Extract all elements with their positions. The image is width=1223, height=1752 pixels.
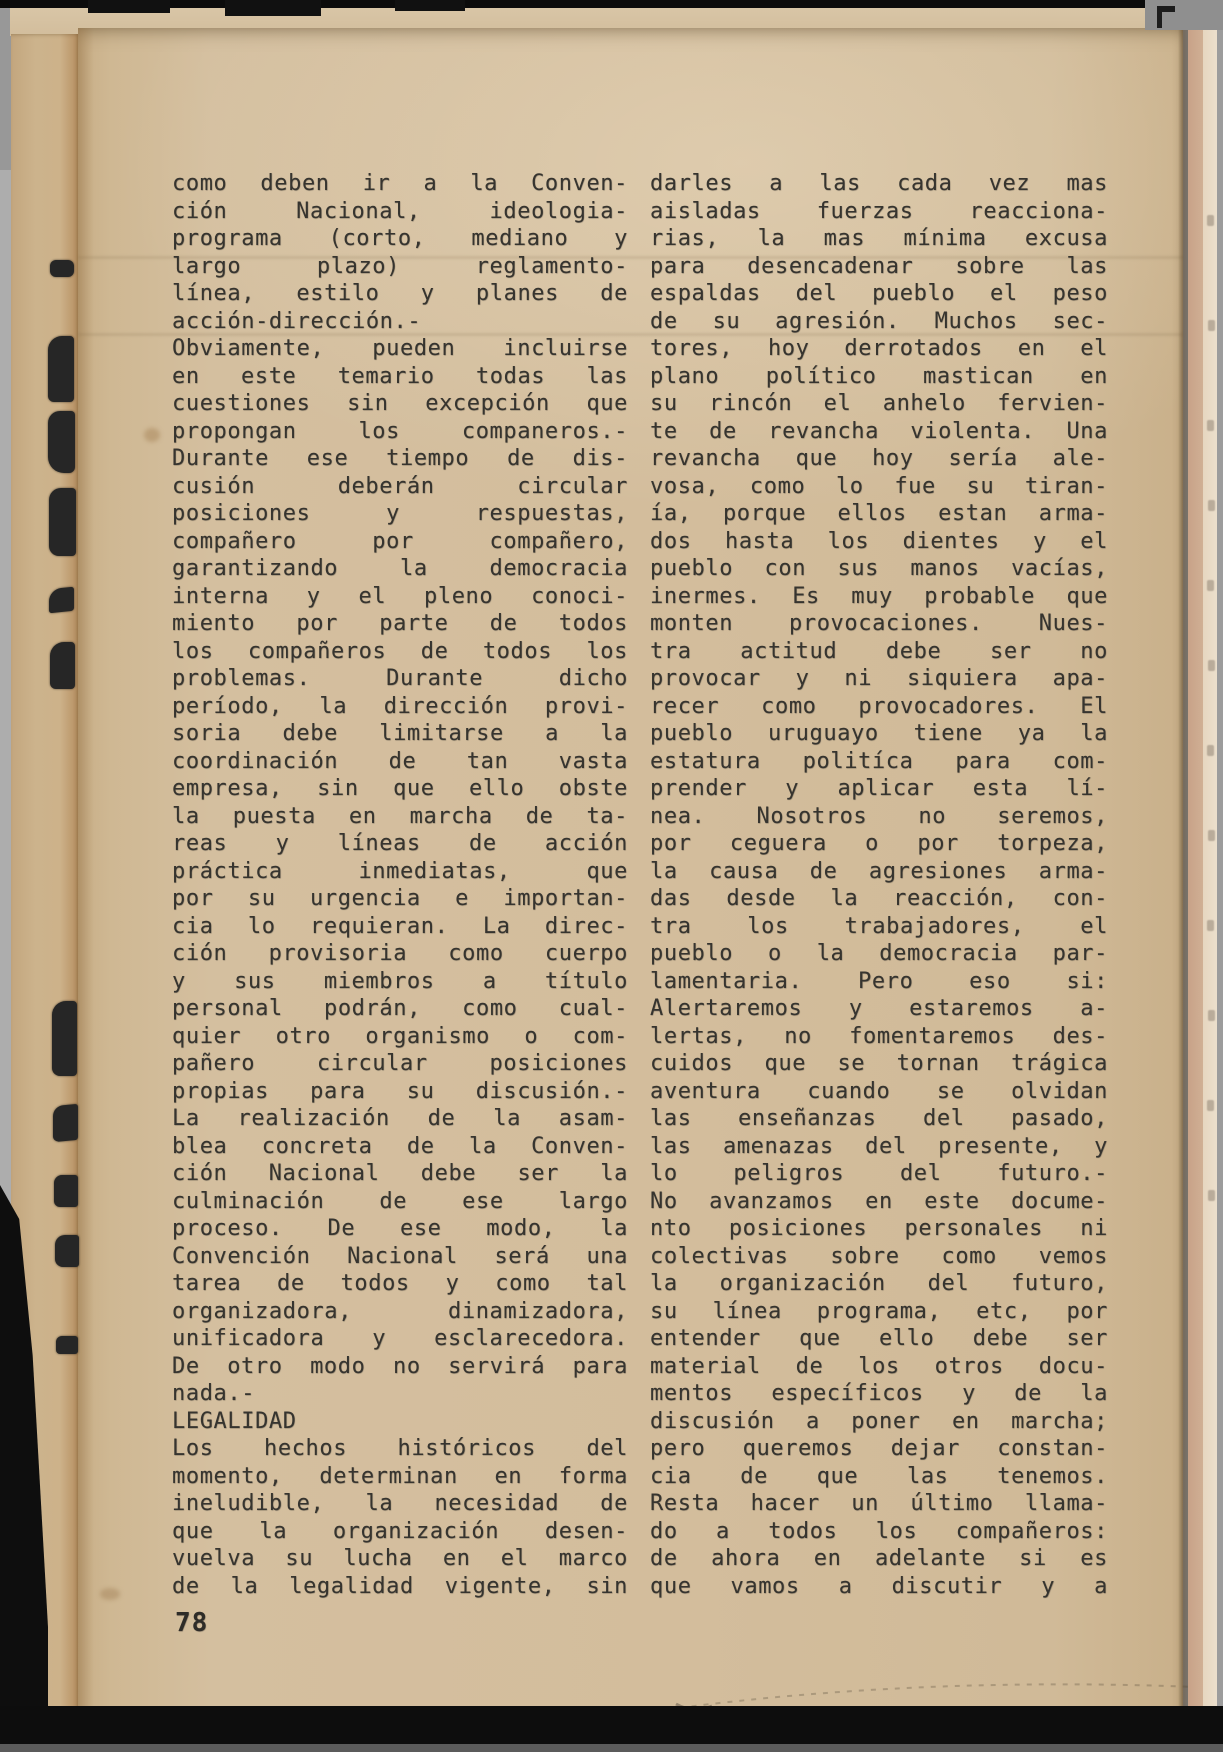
- text-line: y sus miembros a título: [172, 968, 628, 994]
- text-column-right: [650, 170, 1108, 1600]
- text-line: pueblo o la democracia par-: [650, 941, 1108, 966]
- text-line: do a todos los compañeros:: [650, 1518, 1108, 1544]
- text-line: coordinación de tan vasta: [172, 748, 628, 774]
- text-line: inermes. Es muy probable que: [650, 583, 1108, 609]
- scan-bottom-bar: [0, 1706, 1223, 1744]
- text-line: práctica inmediatas, que: [172, 858, 628, 884]
- text-line: blea concreta de la Conven-: [172, 1133, 628, 1159]
- ghost-text-mark: [1208, 320, 1215, 331]
- text-line: por ceguera o por torpeza,: [650, 831, 1108, 856]
- text-line: revancha que hoy sería ale-: [650, 446, 1108, 471]
- text-line: organizadora, dinamizadora,: [172, 1298, 628, 1324]
- ink-mark: [49, 488, 76, 556]
- text-line: mentos específicos y de la: [650, 1381, 1108, 1406]
- text-line: nea. Nosotros no seremos,: [650, 803, 1108, 829]
- scan-top-bar: [0, 0, 1150, 8]
- text-line: las enseñanzas del pasado,: [650, 1106, 1108, 1131]
- text-line: soria debe limitarse a la: [172, 721, 628, 746]
- text-line: recer como provocadores. El: [650, 693, 1108, 719]
- text-line: pueblo con sus manos vacías,: [650, 556, 1108, 581]
- text-line: Durante ese tiempo de dis-: [172, 446, 628, 471]
- text-line: compañero por compañero,: [172, 528, 628, 554]
- text-line: garantizando la democracia: [172, 556, 628, 581]
- text-line: en este temario todas las: [172, 363, 628, 389]
- text-line: problemas. Durante dicho: [172, 666, 628, 691]
- ink-mark: [55, 1235, 79, 1267]
- text-line: lo peligros del futuro.-: [650, 1161, 1108, 1186]
- ghost-text-mark: [1207, 215, 1214, 226]
- text-line: cuestiones sin excepción que: [172, 391, 628, 416]
- text-line: de la legalidad vigente, sin: [172, 1573, 628, 1599]
- text-line: que vamos a discutir y a: [650, 1573, 1108, 1599]
- next-page-edge-light: [1203, 0, 1218, 1710]
- page-right-crease: [1178, 30, 1188, 1710]
- text-line: como deben ir a la Conven-: [172, 171, 628, 196]
- text-line: De otro modo no servirá para: [172, 1353, 628, 1379]
- text-line: Resta hacer un último llama-: [650, 1491, 1108, 1516]
- ghost-text-mark: [1208, 1010, 1215, 1021]
- text-line: período, la dirección provi-: [172, 693, 628, 719]
- text-line: material de los otros docu-: [650, 1353, 1108, 1379]
- text-line: rias, la mas mínima excusa: [650, 226, 1108, 251]
- text-line: pueblo uruguayo tiene ya la: [650, 721, 1108, 746]
- text-column-left: [172, 170, 628, 1600]
- text-line: aventura cuando se olvidan: [650, 1078, 1108, 1104]
- corner-mark: [1157, 6, 1162, 28]
- text-line: entender que ello debe ser: [650, 1326, 1108, 1351]
- text-line: cia lo requieran. La direc-: [172, 913, 628, 939]
- text-line: programa (corto, mediano y: [172, 226, 628, 251]
- text-line: prender y aplicar esta lí-: [650, 776, 1108, 801]
- text-line: monten provocaciones. Nues-: [650, 611, 1108, 636]
- ghost-text-mark: [1207, 745, 1214, 756]
- paper-stain: [144, 428, 160, 442]
- text-line: estatura politíca para com-: [650, 748, 1108, 774]
- text-line: discusión a poner en marcha;: [650, 1408, 1108, 1434]
- text-line: propias para su discusión.-: [172, 1078, 628, 1104]
- ghost-text-mark: [1208, 1190, 1215, 1201]
- text-line: de ahora en adelante si es: [650, 1546, 1108, 1571]
- text-line: lertas, no fomentaremos des-: [650, 1023, 1108, 1049]
- text-line: las amenazas del presente, y: [650, 1133, 1108, 1159]
- text-line: cia de que las tenemos.: [650, 1463, 1108, 1489]
- text-line: unificadora y esclarecedora.: [172, 1326, 628, 1351]
- text-line: cusión deberán circular: [172, 473, 628, 499]
- text-line: largo plazo) reglamento-: [172, 253, 628, 279]
- text-line: nto posiciones personales ni: [650, 1216, 1108, 1241]
- text-line: reas y líneas de acción: [172, 831, 628, 856]
- text-line: la organización del futuro,: [650, 1271, 1108, 1296]
- ink-mark: [48, 336, 74, 402]
- text-line: dos hasta los dientes y el: [650, 528, 1108, 554]
- text-line: tores, hoy derrotados en el: [650, 336, 1108, 361]
- text-line: espaldas del pueblo el peso: [650, 281, 1108, 306]
- text-line: ción Nacional debe ser la: [172, 1161, 628, 1186]
- text-line: ción Nacional, ideologia-: [172, 198, 628, 224]
- text-line: su línea programa, etc, por: [650, 1298, 1108, 1324]
- ghost-text-mark: [1208, 660, 1215, 671]
- ink-mark: [50, 642, 75, 689]
- text-line: acción-dirección.-: [172, 308, 422, 334]
- page-number: 78: [175, 1608, 209, 1638]
- text-line: de su agresión. Muchos sec-: [650, 308, 1108, 334]
- text-line: posiciones y respuestas,: [172, 501, 628, 526]
- page-left-crease-shadow: [78, 28, 94, 1714]
- text-line: das desde la reacción, con-: [650, 886, 1108, 911]
- text-line: ción provisoria como cuerpo: [172, 941, 628, 966]
- paper-stain: [100, 1588, 120, 1600]
- text-line: empresa, sin que ello obste: [172, 776, 628, 801]
- text-line: Convención Nacional será una: [172, 1243, 628, 1269]
- text-line: su rincón el anhelo fervien-: [650, 391, 1108, 416]
- text-line: colectivas sobre como vemos: [650, 1243, 1108, 1269]
- text-line: por su urgencia e importan-: [172, 886, 628, 911]
- text-line: la puesta en marcha de ta-: [172, 803, 628, 829]
- text-line: nada.-: [172, 1381, 256, 1406]
- text-line: darles a las cada vez mas: [650, 171, 1108, 196]
- text-line: tra actitud debe ser no: [650, 638, 1108, 664]
- text-line: proceso. De ese modo, la: [172, 1216, 628, 1241]
- text-line: vuelva su lucha en el marco: [172, 1546, 628, 1571]
- text-line: la causa de agresiones arma-: [650, 858, 1108, 884]
- scan-top-bar-segment: [225, 0, 321, 16]
- text-line: Alertaremos y estaremos a-: [650, 996, 1108, 1021]
- page: [78, 28, 1183, 1714]
- text-line: plano político mastican en: [650, 363, 1108, 389]
- ink-mark: [50, 260, 74, 277]
- text-line: pero queremos dejar constan-: [650, 1436, 1108, 1461]
- text-line: los compañeros de todos los: [172, 638, 628, 664]
- text-line: momento, determinan en forma: [172, 1463, 628, 1489]
- text-line: propongan los companeros.-: [172, 418, 628, 444]
- ink-mark: [49, 587, 74, 614]
- text-line: ía, porque ellos estan arma-: [650, 501, 1108, 526]
- ghost-text-mark: [1207, 420, 1214, 431]
- scan-bottom-gray: [0, 1744, 1223, 1752]
- ghost-text-mark: [1207, 580, 1214, 591]
- ghost-text-mark: [1207, 920, 1214, 931]
- text-line: vosa, como lo fue su tiran-: [650, 473, 1108, 499]
- text-line: ineludible, la necesidad de: [172, 1491, 628, 1516]
- text-line: te de revancha violenta. Una: [650, 418, 1108, 444]
- text-line: tra los trabajadores, el: [650, 913, 1108, 939]
- text-line: Los hechos históricos del: [172, 1436, 628, 1461]
- text-line: personal podrán, como cual-: [172, 996, 628, 1021]
- ghost-text-mark: [1207, 1100, 1214, 1111]
- text-line: cuidos que se tornan trágica: [650, 1051, 1108, 1076]
- scan-top-bar-segment: [88, 0, 170, 13]
- scanner-background-right: [1217, 0, 1223, 1752]
- text-line: que la organización desen-: [172, 1518, 628, 1544]
- ink-mark: [54, 1175, 78, 1207]
- text-line: lamentaria. Pero eso si:: [650, 968, 1108, 994]
- scan-top-bar-segment: [395, 0, 465, 11]
- ink-mark: [53, 1104, 78, 1142]
- text-line: No avanzamos en este docume-: [650, 1188, 1108, 1214]
- text-line: para desencadenar sobre las: [650, 253, 1108, 279]
- text-line: pañero circular posiciones: [172, 1051, 628, 1076]
- text-line: La realización de la asam-: [172, 1106, 628, 1131]
- text-line: línea, estilo y planes de: [172, 281, 628, 306]
- ink-mark: [52, 1001, 77, 1076]
- text-line: aisladas fuerzas reacciona-: [650, 198, 1108, 224]
- text-line: tarea de todos y como tal: [172, 1271, 628, 1296]
- ghost-text-mark: [1208, 830, 1215, 841]
- text-line: culminación de ese largo: [172, 1188, 628, 1214]
- ink-mark: [48, 411, 75, 473]
- text-line: LEGALIDAD: [172, 1408, 297, 1434]
- text-line: interna y el pleno conoci-: [172, 583, 628, 609]
- text-line: Obviamente, pueden incluirse: [172, 336, 628, 361]
- text-line: provocar y ni siquiera apa-: [650, 666, 1108, 691]
- scanner-background-top-right: [1145, 0, 1223, 30]
- ghost-text-mark: [1208, 500, 1215, 511]
- ink-mark: [56, 1336, 78, 1354]
- text-line: miento por parte de todos: [172, 611, 628, 636]
- text-line: quier otro organismo o com-: [172, 1023, 628, 1049]
